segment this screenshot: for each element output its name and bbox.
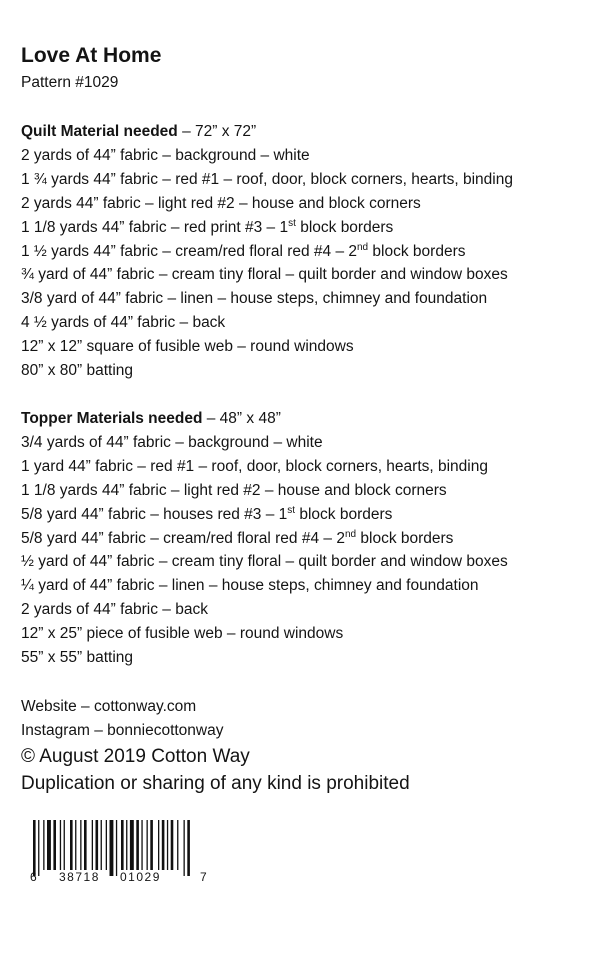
quilt-heading-label: Quilt Material needed xyxy=(21,123,178,140)
quilt-materials-heading xyxy=(21,120,513,144)
barcode-bar xyxy=(47,820,51,870)
material-line xyxy=(21,550,508,574)
material-text: 5/8 yard 44” fabric – houses red #3 – 1 xyxy=(21,505,288,523)
material-text: 1 ½ yards 44” fabric – cream/red floral red #4 – 2 xyxy=(21,242,357,260)
barcode-bar xyxy=(150,820,153,870)
barcode-bar xyxy=(184,820,185,876)
barcode-bar xyxy=(43,820,44,870)
topper-materials-heading xyxy=(21,407,508,431)
material-line xyxy=(21,216,513,240)
material-text: 2 yards 44” fabric – light red #2 – house and block corners xyxy=(21,194,421,212)
material-text: ¾ yard of 44” fabric – cream tiny floral – quilt border and window boxes xyxy=(21,266,508,284)
material-text: 12” x 25” piece of fusible web – round windows xyxy=(21,625,344,643)
barcode-bar xyxy=(158,820,159,870)
material-line xyxy=(21,168,513,192)
material-text: 1 1/8 yards 44” fabric – red print #3 – 1 xyxy=(21,218,289,236)
barcode-bar xyxy=(116,820,117,876)
duplication-notice: Duplication or sharing of any kind is prohibited xyxy=(21,773,410,794)
topper-heading-size: – 48” x 48” xyxy=(202,410,281,427)
pattern-number: Pattern #1029 xyxy=(21,74,119,91)
topper-materials-section xyxy=(21,407,508,670)
barcode-bar xyxy=(167,820,168,870)
barcode-bar xyxy=(110,820,114,876)
ordinal-suffix: st xyxy=(288,217,296,229)
barcode-group-left: 38718 xyxy=(59,870,100,884)
material-text-after: block borders xyxy=(368,242,466,260)
barcode-bar xyxy=(171,820,174,870)
topper-heading-label: Topper Materials needed xyxy=(21,410,203,427)
material-text-after: block borders xyxy=(356,529,454,547)
material-line xyxy=(21,359,513,383)
material-line xyxy=(21,646,508,670)
barcode-bar xyxy=(121,820,124,870)
quilt-heading-size: – 72” x 72” xyxy=(177,123,257,140)
material-line xyxy=(21,287,513,311)
barcode-bar xyxy=(70,820,73,870)
material-line xyxy=(21,144,513,168)
quilt-materials-list xyxy=(21,144,513,383)
barcode-digit-last: 7 xyxy=(200,870,207,884)
barcode-bar xyxy=(33,820,36,876)
material-text: 3/4 yards of 44” fabric – background – white xyxy=(21,433,323,451)
barcode-bar xyxy=(80,820,81,870)
barcode-bar xyxy=(75,820,76,870)
material-line xyxy=(21,455,508,479)
material-text: 12” x 12” square of fusible web – round windows xyxy=(21,338,354,356)
barcode-group-right: 01029 xyxy=(120,870,161,884)
topper-materials-list xyxy=(21,431,508,670)
barcode-bar xyxy=(136,820,139,870)
material-line xyxy=(21,311,513,335)
website-line: Website – cottonway.com xyxy=(21,698,197,715)
barcode-bar xyxy=(64,820,65,870)
barcode-bar xyxy=(92,820,93,870)
material-line xyxy=(21,263,513,287)
instagram-line: Instagram – bonniecottonway xyxy=(21,722,224,739)
material-text: 4 ½ yards of 44” fabric – back xyxy=(21,314,226,332)
barcode-bar xyxy=(187,820,190,876)
material-line xyxy=(21,479,508,503)
material-line xyxy=(21,240,513,264)
barcode-bar xyxy=(130,820,134,870)
material-line xyxy=(21,431,508,455)
barcode-bar xyxy=(162,820,165,870)
material-text: 1 1/8 yards 44” fabric – light red #2 – house and block corners xyxy=(21,481,447,499)
material-line xyxy=(21,335,513,359)
material-line xyxy=(21,598,508,622)
material-line xyxy=(21,503,508,527)
material-text: 2 yards of 44” fabric – background – white xyxy=(21,146,310,164)
barcode-bar xyxy=(84,820,87,870)
material-line xyxy=(21,574,508,598)
ordinal-suffix: nd xyxy=(357,241,369,253)
material-text: 80” x 80” batting xyxy=(21,362,134,380)
copyright-line: © August 2019 Cotton Way xyxy=(21,746,250,767)
barcode-bar xyxy=(101,820,102,870)
ordinal-suffix: nd xyxy=(344,528,357,540)
barcode-bar xyxy=(96,820,99,870)
material-text: 1 ¾ yards 44” fabric – red #1 – roof, door, block corners, hearts, binding xyxy=(21,170,513,188)
material-text-after: block borders xyxy=(295,505,393,523)
barcode-bar xyxy=(126,820,127,870)
barcode-bar xyxy=(60,820,61,870)
material-text: 3/8 yard of 44” fabric – linen – house steps, chimney and foundation xyxy=(21,290,488,308)
quilt-materials-section xyxy=(21,120,513,383)
footer xyxy=(21,695,410,797)
barcode-digit-first: 6 xyxy=(30,870,37,884)
material-text: 1 yard 44” fabric – red #1 – roof, door, block corners, hearts, binding xyxy=(21,457,488,475)
pattern-title: Love At Home xyxy=(21,44,162,67)
barcode-bar xyxy=(177,820,178,870)
material-text: 2 yards of 44” fabric – back xyxy=(21,601,208,619)
material-line xyxy=(21,622,508,646)
material-line xyxy=(21,527,508,551)
barcode-bar xyxy=(53,820,56,870)
barcode-bar xyxy=(147,820,148,870)
material-text-after: block borders xyxy=(295,218,394,236)
material-text: ¼ yard of 44” fabric – linen – house steps, chimney and foundation xyxy=(21,577,479,595)
barcode-bar xyxy=(38,820,39,876)
material-text: 55” x 55” batting xyxy=(21,649,134,667)
material-text: ½ yard of 44” fabric – cream tiny floral – quilt border and window boxes xyxy=(21,553,508,571)
material-text: 5/8 yard 44” fabric – cream/red floral red #4 – 2 xyxy=(21,529,345,547)
material-line xyxy=(21,192,513,216)
barcode-bar xyxy=(141,820,142,870)
ordinal-suffix: st xyxy=(287,504,296,516)
barcode-bar xyxy=(106,820,107,870)
